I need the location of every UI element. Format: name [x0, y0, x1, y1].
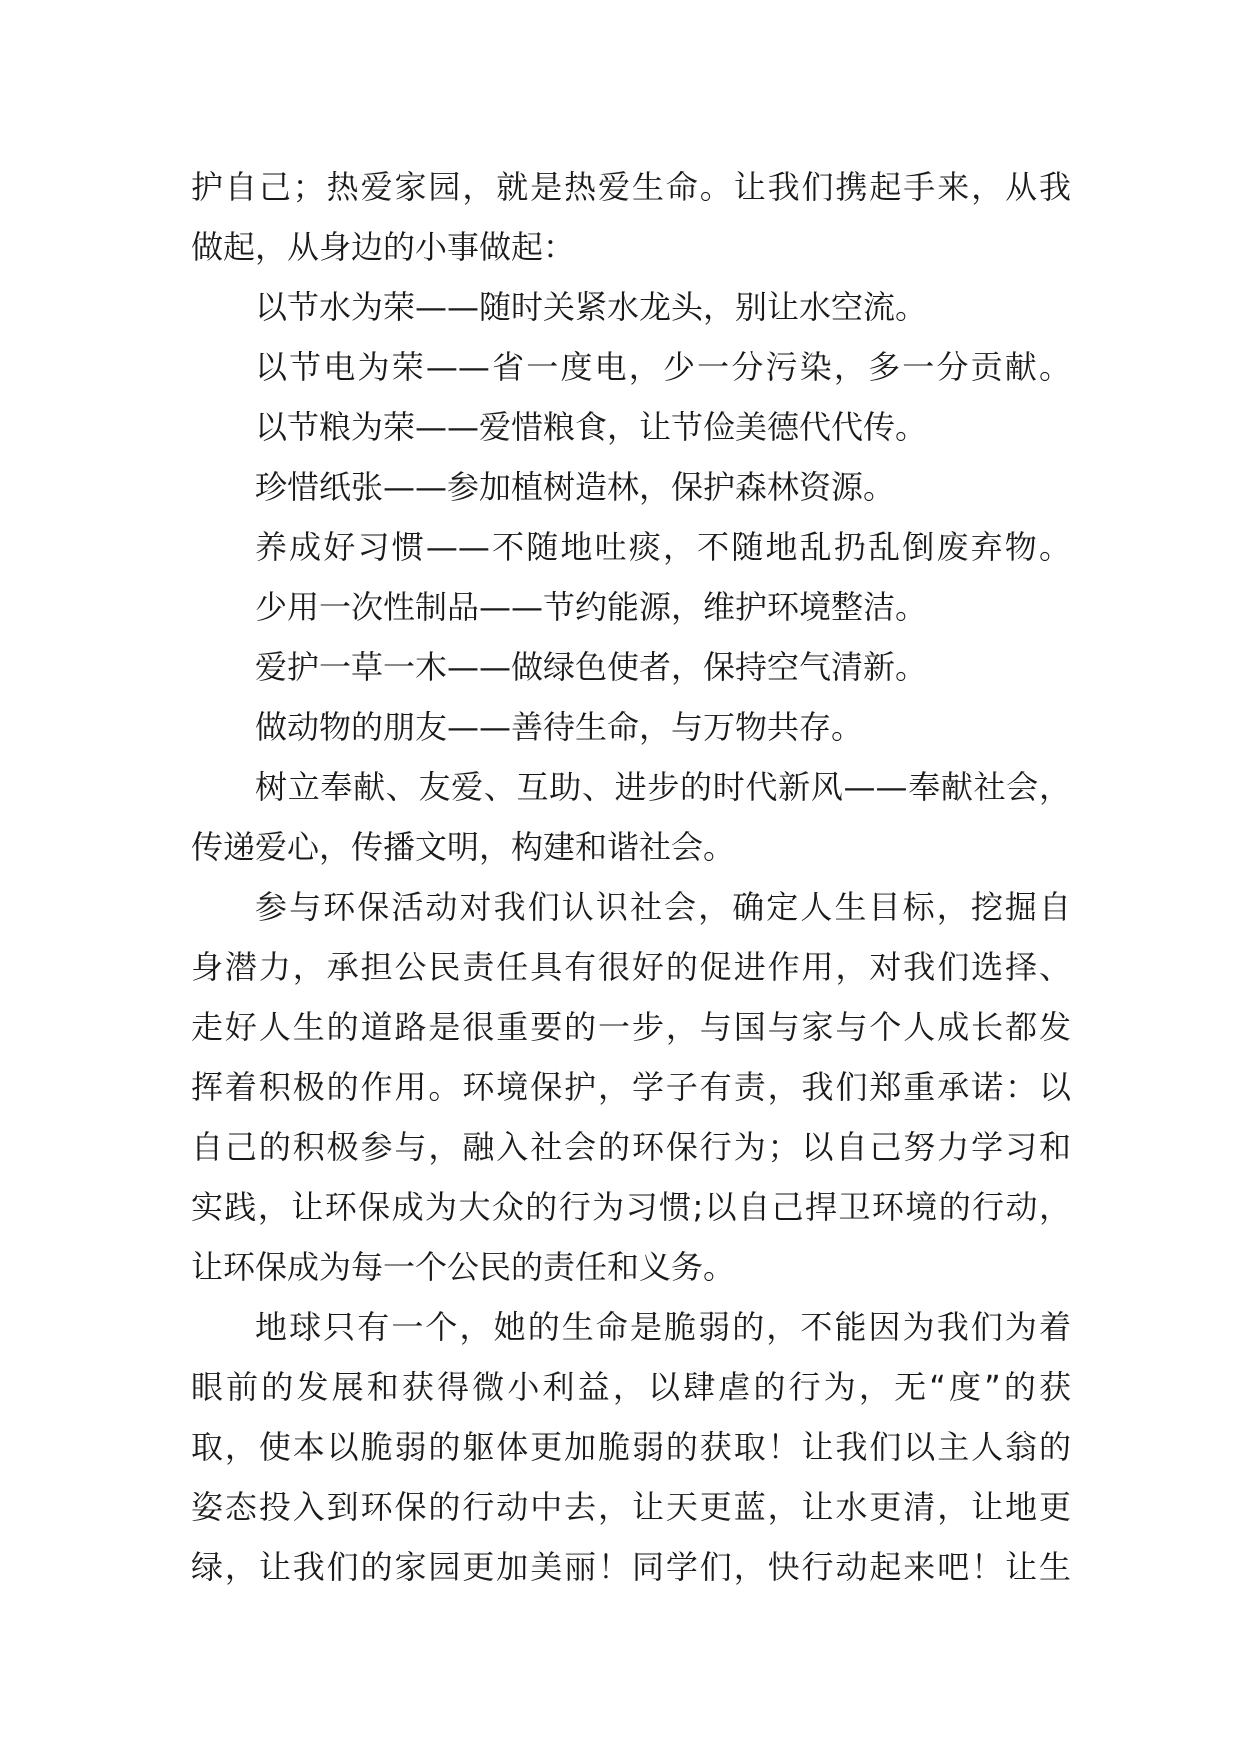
text-line: 实践，让环保成为大众的行为习惯;以自己捍卫环境的行动， [191, 1188, 1071, 1226]
text-line-content: 树立奉献、友爱、互助、进步的时代新风——奉献社会， [255, 768, 1071, 806]
text-line: 取，使本以脆弱的躯体更加脆弱的获取！让我们以主人翁的 [191, 1428, 1071, 1466]
paragraph-earth [191, 1297, 1071, 1597]
text-line-content: 地球只有一个，她的生命是脆弱的，不能因为我们为着 [255, 1308, 1071, 1346]
text-line: 身潜力，承担公民责任具有很好的促进作用，对我们选择、 [191, 948, 1071, 986]
text-line: 绿，让我们的家园更加美丽！同学们，快行动起来吧！让生 [191, 1548, 1071, 1586]
text-line: 传递爱心，传播文明，构建和谐社会。 [191, 828, 736, 866]
text-line: 眼前的发展和获得微小利益，以肆虐的行为，无“度”的获 [191, 1368, 1071, 1406]
list-item: 以节水为荣——随时关紧水龙头，别让水空流。 [255, 288, 928, 326]
text-line: 护自己；热爱家园，就是热爱生命。让我们携起手来，从我 [191, 168, 1071, 206]
list-item: 爱护一草一木——做绿色使者，保持空气清新。 [255, 648, 928, 686]
list-item: 珍惜纸张——参加植树造林，保护森林资源。 [255, 468, 896, 506]
list-item: 少用一次性制品——节约能源，维护环境整洁。 [255, 588, 928, 626]
list-item-text: 养成好习惯——不随地吐痰，不随地乱扔乱倒废弃物。 [255, 528, 1071, 566]
list-item [191, 337, 1071, 397]
text-line [191, 1297, 1071, 1357]
document-body [191, 157, 1071, 1597]
paragraph-activity [191, 877, 1071, 1297]
text-line: 自己的积极参与，融入社会的环保行为；以自己努力学习和 [191, 1128, 1071, 1166]
list-item-text: 以节电为荣——省一度电，少一分污染，多一分贡献。 [255, 348, 1071, 386]
text-line [191, 877, 1071, 937]
list-item: 以节粮为荣——爱惜粮食，让节俭美德代代传。 [255, 408, 928, 446]
paragraph-new-wind [191, 757, 1071, 877]
text-line: 走好人生的道路是很重要的一步，与国与家与个人成长都发 [191, 1008, 1071, 1046]
text-line: 姿态投入到环保的行动中去，让天更蓝，让水更清，让地更 [191, 1488, 1071, 1526]
intro-paragraph [191, 157, 1071, 277]
text-line [191, 757, 1071, 817]
list-item: 做动物的朋友——善待生命，与万物共存。 [255, 708, 864, 746]
text-line-content: 参与环保活动对我们认识社会，确定人生目标，挖掘自 [255, 888, 1071, 926]
text-line: 让环保成为每一个公民的责任和义务。 [191, 1248, 736, 1286]
text-line: 做起，从身边的小事做起： [191, 228, 576, 266]
pledge-list [191, 277, 1071, 757]
text-line: 挥着积极的作用。环境保护，学子有责，我们郑重承诺：以 [191, 1068, 1071, 1106]
list-item [191, 517, 1071, 577]
